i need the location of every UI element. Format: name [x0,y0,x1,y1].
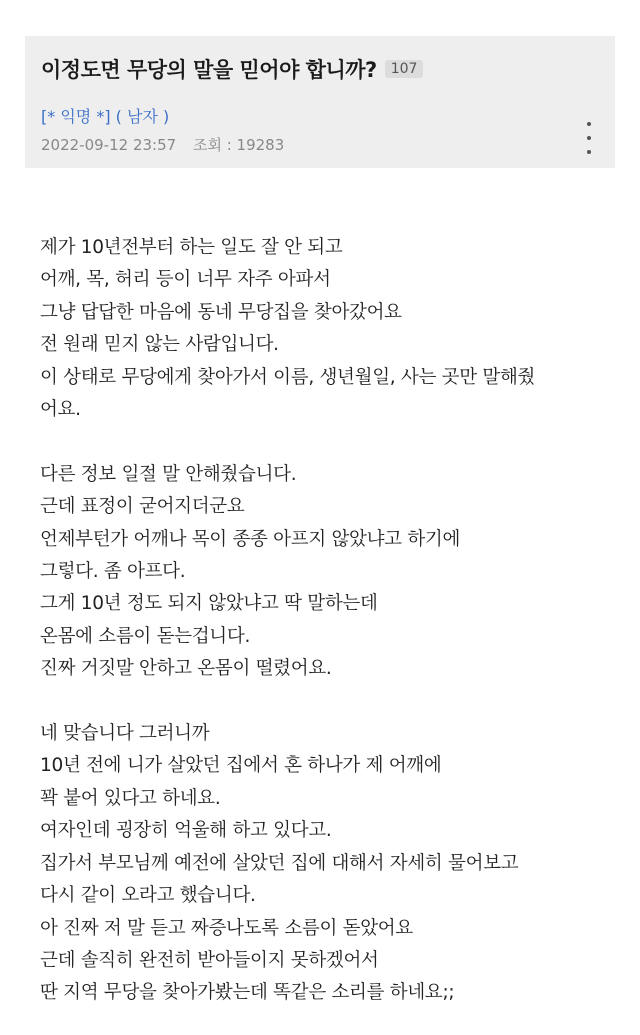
body-line: 어깨, 목, 허리 등이 너무 자주 아파서 [40,269,331,291]
body-line: 다시 같이 오라고 했습니다. [40,885,256,907]
body-line: 딴 지역 무당을 찾아가봤는데 똑같은 소리를 하네요;; [40,982,455,1004]
view-count: 조회 : 19283 [192,136,285,154]
body-line: 그냥 답답한 마음에 동네 무당집을 찾아갔어요 [40,301,402,323]
paragraph [40,459,620,686]
post-body [40,232,620,1010]
post-meta [41,134,284,155]
body-line: 제가 10년전부터 하는 일도 잘 안 되고 [40,237,343,258]
body-line: 10년 전에 니가 살았던 집에서 혼 하나가 제 어깨에 [40,755,442,777]
paragraph-gap [40,686,620,718]
body-line: 집가서 부모님께 예전에 살았던 집에 대해서 자세히 물어보고 [40,852,519,874]
body-line: 전 원래 믿지 않는 사람입니다. [40,334,279,356]
body-line: 아 진짜 저 말 듣고 짜증나도록 소름이 돋았어요 [40,917,413,939]
body-line: 근데 솔직히 완전히 받아들이지 못하겠어서 [40,949,379,971]
paragraph [40,718,620,1010]
body-line: 그렇다. 좀 아프다. [40,561,186,583]
body-line: 그게 10년 정도 되지 않았냐고 딱 말하는데 [40,593,378,615]
body-line: 이 상태로 무당에게 찾아가서 이름, 생년월일, 사는 곳만 말해줬 [40,366,536,388]
more-options-button[interactable] [577,122,601,154]
body-line: 네 맞습니다 그러니까 [40,723,210,745]
post-title: 이정도면 무당의 말을 믿어야 합니까? [41,58,377,82]
body-line: 온몸에 소름이 돋는겁니다. [40,625,251,647]
body-line: 여자인데 굉장히 억울해 하고 있다고. [40,820,332,842]
body-line: 다른 정보 일절 말 안해줬습니다. [40,463,297,485]
post-date: 2022-09-12 23:57 [41,136,177,154]
author-link[interactable]: [* 익명 *] ( 남자 ) [41,107,170,126]
body-line: 어요. [40,399,81,421]
more-vertical-icon [587,122,591,154]
body-line: 근데 표정이 굳어지더군요 [40,496,245,518]
post-header [25,36,615,168]
comment-count-badge[interactable]: 107 [385,60,424,78]
paragraph [40,232,620,426]
title-row [41,54,423,84]
body-line: 언제부턴가 어깨나 목이 종종 아프지 않았냐고 하기에 [40,528,461,550]
paragraph-gap [40,426,620,458]
body-line: 꽉 붙어 있다고 하네요. [40,787,221,809]
body-line: 진짜 거짓말 안하고 온몸이 떨렸어요. [40,658,332,680]
